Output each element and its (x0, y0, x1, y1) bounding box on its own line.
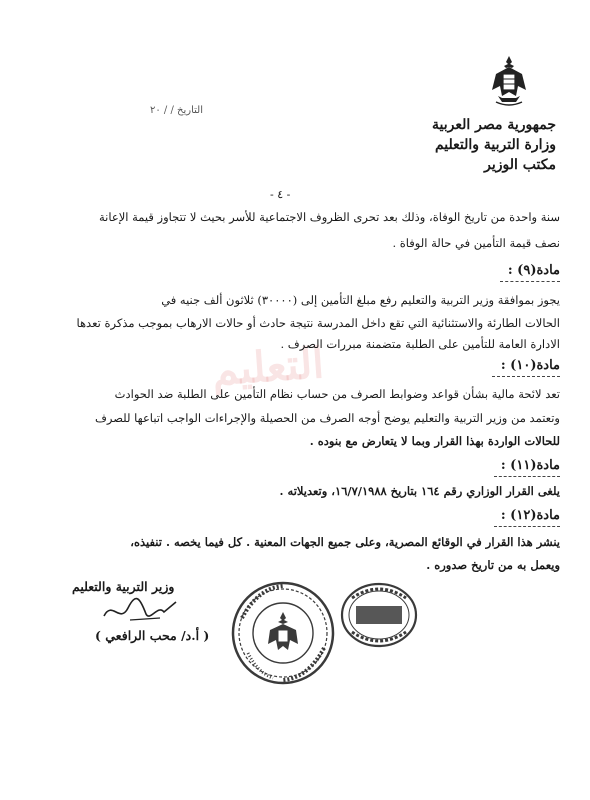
body-line: نصف قيمة التأمين في حالة الوفاة . (392, 236, 560, 250)
date-stamp (338, 580, 420, 650)
body-line: يلغى القرار الوزاري رقم ١٦٤ بتاريخ ١٦/٧/١٩٨٨، وتعديلاته . (279, 484, 560, 498)
article-heading: مادة(١٠) : (500, 358, 560, 373)
date-field: التاريخ / / ٢٠ (150, 105, 203, 116)
signatory-name: ( أ.د/ محب الرافعي ) (95, 628, 210, 643)
body-line: الحالات الطارئة والاستثنائية التي تقع داخل المدرسة نتيجة حادث أو حالات الارهاب بموجب مذكرة تعدها (76, 316, 560, 330)
watermark: التعليم (210, 338, 326, 395)
heading-underline (494, 526, 560, 527)
org-name-office: مكتب الوزير (484, 157, 556, 173)
body-line: تعد لائحة مالية بشأن قواعد وضوابط الصرف من حساب نظام التأمين على الطلبة ضد الحوادث (114, 387, 560, 401)
article-heading: مادة(١٢) : (500, 508, 560, 523)
body-line: ويعمل به من تاريخ صدوره . (426, 558, 560, 572)
body-line: يجوز بموافقة وزير التربية والتعليم رفع مبلغ التأمين إلى (٣٠٠٠٠) ثلاثون ألف جنيه في (161, 293, 560, 307)
signatory-title: وزير التربية والتعليم (72, 579, 175, 594)
ministry-seal-stamp (228, 578, 338, 688)
body-line: للحالات الواردة بهذا القرار وبما لا يتعارض مع بنوده . (309, 434, 560, 448)
body-line: الادارة العامة للتأمين على الطلبة متضمنة مبررات الصرف . (280, 337, 560, 351)
org-name-republic: جمهورية مصر العربية (432, 117, 556, 133)
body-line: سنة واحدة من تاريخ الوفاة، وذلك بعد تحرى الظروف الاجتماعية للأسر بحيث لا تتجاوز قيمة الإعانة (98, 210, 560, 224)
handwritten-signature (100, 594, 180, 628)
heading-underline (500, 281, 560, 282)
eagle-emblem-icon (488, 52, 530, 108)
article-heading: مادة(٩) : (507, 263, 560, 278)
heading-underline (494, 476, 560, 477)
body-line: ينشر هذا القرار في الوقائع المصرية، وعلى جميع الجهات المعنية . كل فيما يخصه . تنفيذه، (130, 535, 560, 549)
org-name-ministry: وزارة التربية والتعليم (434, 137, 556, 153)
heading-underline (492, 376, 560, 377)
body-line: وتعتمد من وزير التربية والتعليم يوضح أوجه الصرف من الحصيلة والإجراءات الواجب اتباعها للصرف (94, 411, 560, 425)
article-heading: مادة(١١) : (500, 458, 560, 473)
page-number: - ٤ - (270, 188, 291, 201)
